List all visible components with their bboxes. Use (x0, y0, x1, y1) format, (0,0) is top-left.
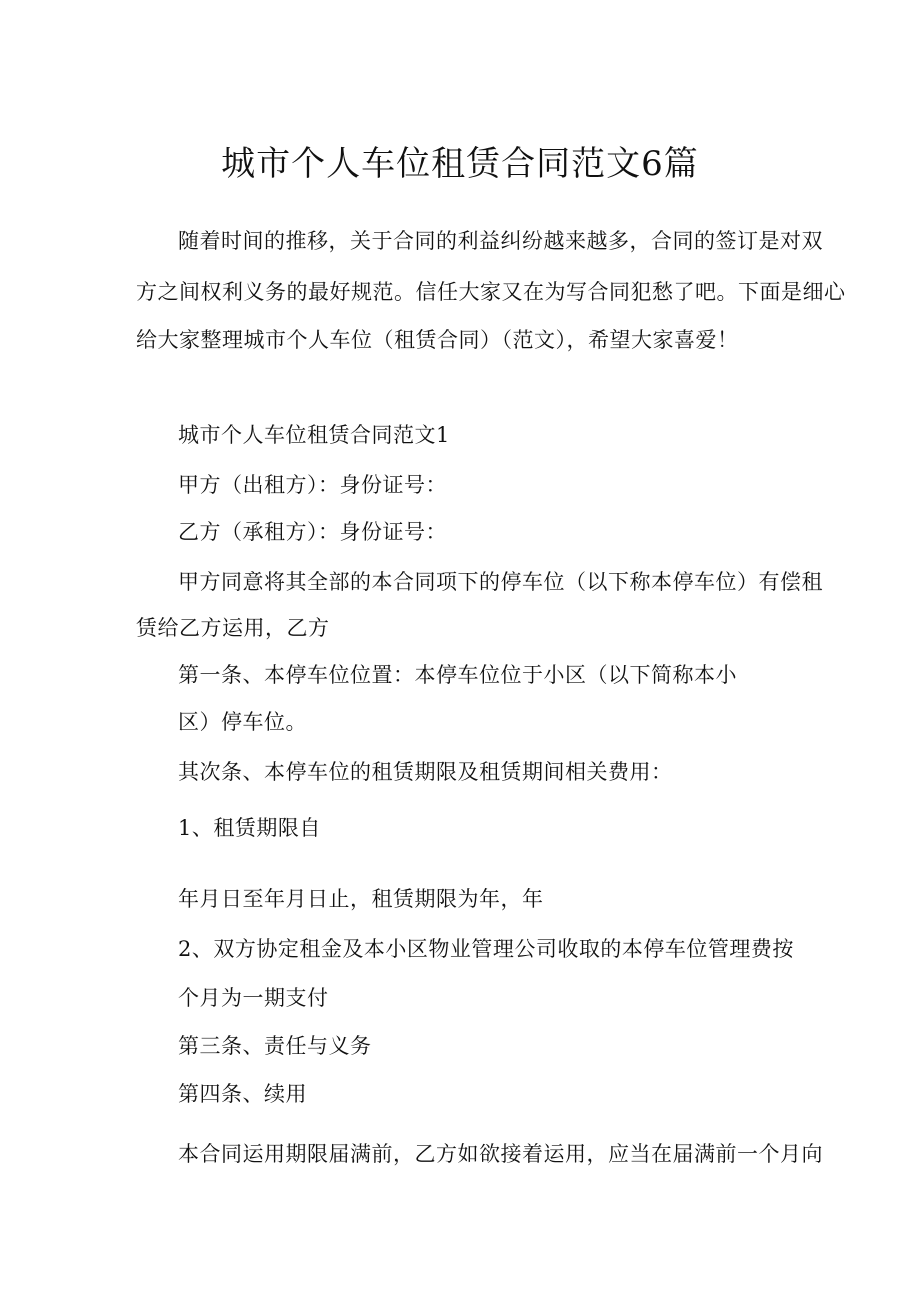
party-a-line: 甲方（出租方）：身份证号： (178, 473, 447, 497)
body-line: 年月日至年月日止，租赁期限为年，年 (178, 887, 544, 911)
section-heading: 城市个人车位租赁合同范文1 (178, 423, 450, 447)
body-line: 甲方同意将其全部的本合同项下的停车位（以下称本停车位）有偿租 (178, 570, 823, 594)
article-line: 第一条、本停车位位置：本停车位位于小区（以下简称本小 (178, 663, 737, 687)
party-b-line: 乙方（承租方）：身份证号： (178, 520, 447, 544)
numbered-item: 1、租赁期限自 (178, 816, 321, 840)
article-line: 其次条、本停车位的租赁期限及租赁期间相关费用： (178, 760, 673, 784)
document-title: 城市个人车位租赁合同范文6篇 (221, 144, 699, 184)
numbered-item: 2、双方协定租金及本小区物业管理公司收取的本停车位管理费按 (178, 937, 794, 961)
intro-line: 方之间权利义务的最好规范。信任大家又在为写合同犯愁了吧。下面是细心 (136, 280, 846, 304)
article-line: 第四条、续用 (178, 1082, 307, 1106)
body-line: 本合同运用期限届满前，乙方如欲接着运用，应当在届满前一个月向 (178, 1142, 823, 1166)
body-line: 赁给乙方运用，乙方 (136, 616, 330, 640)
body-line: 个月为一期支付 (178, 986, 329, 1010)
body-line: 区）停车位。 (178, 710, 307, 734)
intro-line: 随着时间的推移，关于合同的利益纠纷越来越多，合同的签订是对双 (178, 229, 823, 253)
article-line: 第三条、责任与义务 (178, 1034, 372, 1058)
intro-line: 给大家整理城市个人车位（租赁合同）（范文），希望大家喜爱！ (136, 328, 739, 352)
